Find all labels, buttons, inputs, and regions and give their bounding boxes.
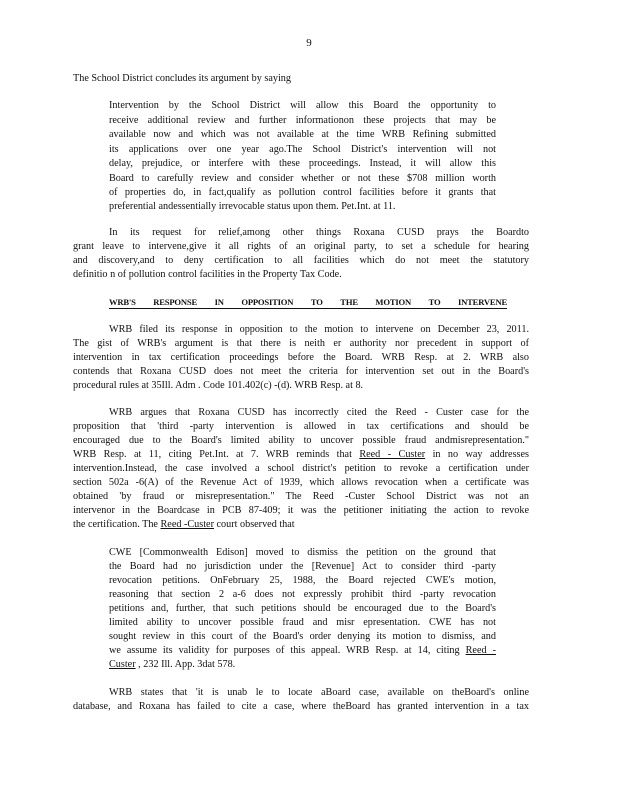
page-number: 9 bbox=[306, 37, 312, 49]
paragraph-line: WRB states that 'it is unab le to locate aBoard case, available on theBoard's online bbox=[109, 687, 529, 698]
quote-line bbox=[109, 658, 496, 673]
paragraph-line: database, and Roxana has failed to cite a case, where theBoard has granted intervention in a tax bbox=[73, 701, 529, 712]
quote-line: limited ability to uncover possible fraud and misr epresentation. CWE has not bbox=[109, 617, 496, 628]
case-citation-reed-custer: Custer bbox=[109, 659, 136, 670]
paragraph-line: WRB argues that Roxana CUSD has incorrectly cited the Reed - Custer case for the bbox=[109, 407, 529, 418]
paragraph-line: and discovery,and to deny certification to all facilities which do not meet the statutory bbox=[73, 255, 529, 266]
paragraph-line: In its request for relief,among other things Roxana CUSD prays the Boardto bbox=[109, 227, 529, 238]
paragraph-line: grant leave to intervene,give it all rights of an original party, to set a schedule for hearing bbox=[73, 241, 529, 252]
case-citation-reed-custer: Reed - Custer bbox=[359, 449, 426, 460]
paragraph-line: procedural rules at 35Ill. Adm . Code 101.402(c) -(d). WRB Resp. at 8. bbox=[73, 380, 364, 391]
heading-word: TO bbox=[310, 297, 323, 307]
section-heading bbox=[109, 297, 507, 309]
paragraph-line: intervention.Instead, the case involved a school district's petition to revoke a certification under bbox=[73, 463, 529, 474]
quote-line: of properties do, in fact,qualify as pollution control facilities before it grants that bbox=[109, 187, 496, 198]
quote-line: receive additional review and further informationon these projects that may be bbox=[109, 115, 496, 126]
paragraph-line: intervenor in the Boardcase in PCB 87-409; it was the petitioner initiating the action to revoke bbox=[73, 505, 529, 516]
paragraph-line: The gist of WRB's argument is that there is neith er authority nor precedent in support of bbox=[73, 338, 529, 349]
heading-word: RESPONSE bbox=[153, 297, 198, 307]
heading-word: WRB'S bbox=[109, 297, 136, 307]
heading-word: IN bbox=[214, 297, 224, 307]
quote-line: available now and which was not available at the time WRB Refining submitted bbox=[109, 129, 496, 140]
paragraph-line bbox=[73, 518, 529, 533]
quote-line: preferential andessentially irrevocable status upon them. Pet.Int. at 11. bbox=[109, 201, 396, 212]
text-segment: court observed that bbox=[213, 519, 295, 530]
paragraph-line: definitio n of pollution control facilities in the Property Tax Code. bbox=[73, 269, 342, 280]
quote-line: petitions and, further, that such petitions should be encouraged due to the Board's bbox=[109, 603, 496, 614]
paragraph-line: WRB filed its response in opposition to the motion to intervene on December 23, 2011. bbox=[109, 324, 529, 335]
quote-line: the Board had no jurisdiction under the [Revenue] Act to consider third -party bbox=[109, 561, 496, 572]
quote-line: reasoning that section 2 a-6 does not expressly prohibit third -party revocation bbox=[109, 589, 496, 600]
paragraph-line: encouraged due to the Board's limited ability to uncover possible fraud andmisrepresentation." bbox=[73, 435, 529, 446]
heading-word: TO bbox=[428, 297, 441, 307]
paragraph-line: proposition that 'third -party intervention is allowed in tax certifications and should be bbox=[73, 421, 529, 432]
case-citation-reed-custer: Reed - bbox=[465, 645, 496, 656]
intro-line: The School District concludes its argument by saying bbox=[73, 73, 291, 84]
text-segment: in no way addresses bbox=[425, 449, 529, 460]
text-segment: WRB Resp. at 11, citing Pet.Int. at 7. WRB reminds that bbox=[73, 449, 360, 460]
paragraph-line: contends that Roxana CUSD does not meet the criteria for intervention set out in the Board's bbox=[73, 366, 529, 377]
heading-word: OPPOSITION bbox=[241, 297, 294, 307]
text-segment: , 232 Ill. App. 3dat 578. bbox=[135, 659, 236, 670]
text-segment: we assume its validity for purposes of this appeal. WRB Resp. at 14, citing bbox=[109, 645, 466, 656]
paragraph-line bbox=[73, 448, 529, 463]
heading-word: THE bbox=[340, 297, 358, 307]
quote-line: delay, prejudice, or interfere with these proceedings. Instead, it will allow this bbox=[109, 158, 496, 169]
quote-line bbox=[109, 644, 496, 659]
case-citation-reed-custer: Reed -Custer bbox=[160, 519, 214, 530]
quote-line: Intervention by the School District will allow this Board the opportunity to bbox=[109, 100, 496, 111]
quote-line: sought review in this court of the Board's order denying its motion to dismiss, and bbox=[109, 631, 496, 642]
text-segment: the certification. The bbox=[73, 519, 161, 530]
paragraph-line: intervention in tax certification proceedings before the Board. WRB Resp. at 2. WRB also bbox=[73, 352, 529, 363]
quote-line: Board to carefully review and consider whether or not these $708 million worth bbox=[109, 173, 496, 184]
quote-line: its applications over one year ago.The School District's intervention will not bbox=[109, 144, 496, 155]
quote-line: revocation petitions. OnFebruary 25, 1988, the Board rejected CWE's motion, bbox=[109, 575, 496, 586]
paragraph-line: obtained 'by fraud or misrepresentation." The Reed -Custer School District was not an bbox=[73, 491, 529, 502]
heading-word: MOTION bbox=[375, 297, 411, 307]
quote-line: CWE [Commonwealth Edison] moved to dismiss the petition on the ground that bbox=[109, 547, 496, 558]
paragraph-line: section 502a -6(A) of the Revenue Act of 1939, which allows revocation when a certificate was bbox=[73, 477, 529, 488]
heading-word: INTERVENE bbox=[458, 297, 507, 307]
